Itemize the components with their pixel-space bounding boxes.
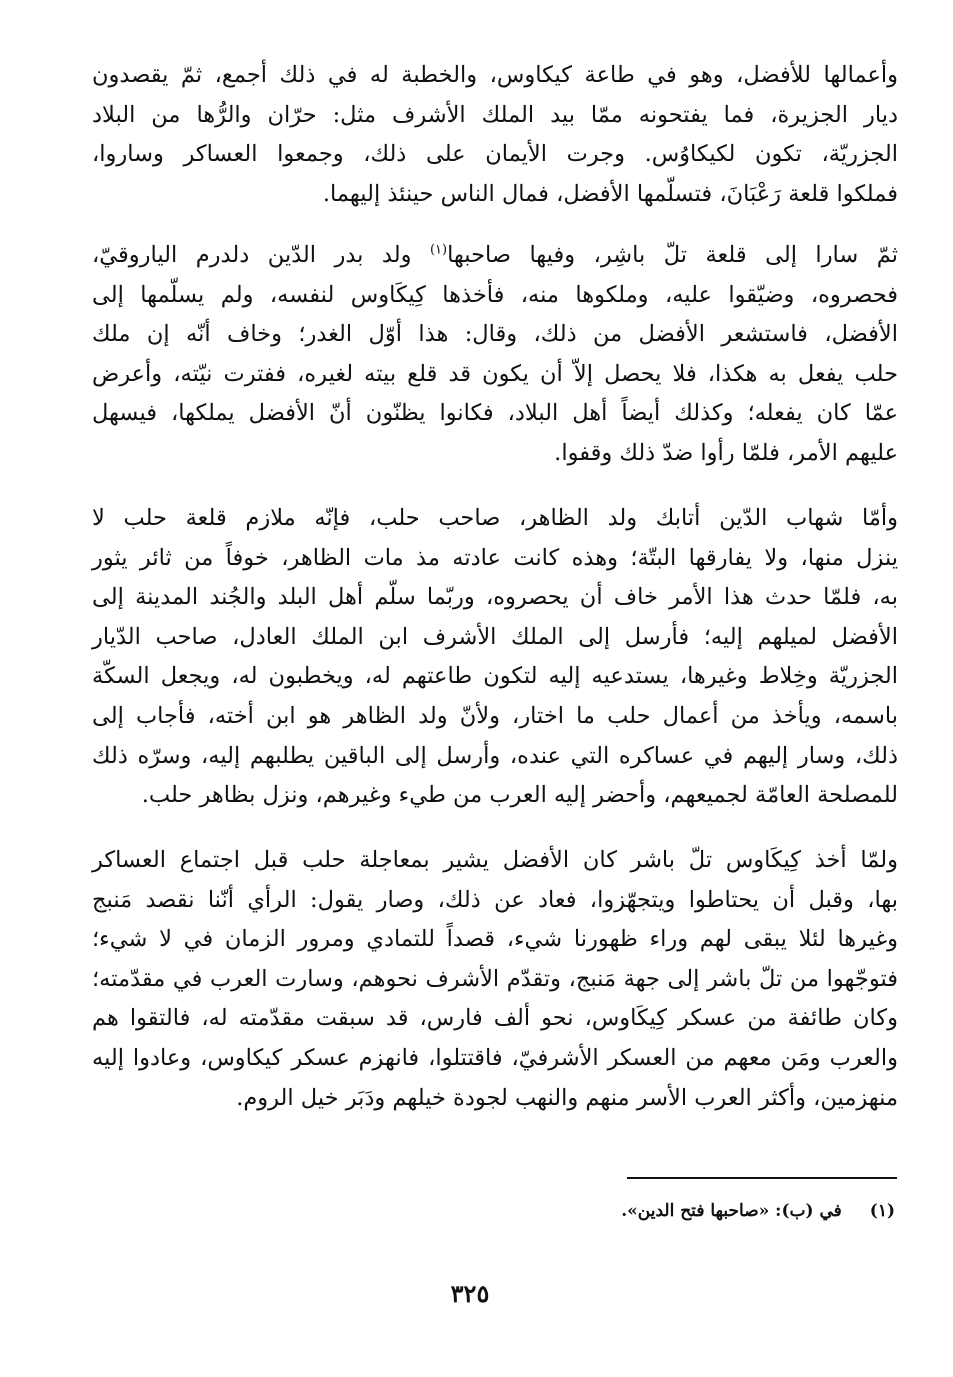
text-line: حلب يفعل به هكذا، فلا يحصل إلاّ أن يكون قد قلع بيته لغيره، ففترت نيّته، وأعرض — [92, 360, 898, 387]
text-line: عمّا كان يفعله؛ وكذلك أيضاً أهل البلاد، فكانوا يظنّون أنّ الأفضل يملكها، فيسهل — [92, 400, 898, 427]
text-line: ديار الجزيرة، فما يفتحونه ممّا بيد الملك الأشرف مثل: حرّان والرُّها من البلاد — [92, 101, 898, 128]
text-line: فتوجّهوا من تلّ باشر إلى جهة مَنبج، وتقدّم الأشرف نحوهم، وسارت العرب في مقدّمته؛ — [92, 965, 898, 992]
text-line: منهزمين، وأكثر العرب الأسر منهم والنهب لجودة خيلهم ودَبَر خيل الروم. — [236, 1084, 898, 1111]
footnote — [480, 1201, 895, 1221]
text-line: وكان طائفة من عسكر كِيكَاوس، نحو ألف فارس، قد سبقت مقدّمته له، فالتقوا هم — [92, 1005, 898, 1032]
text-line: ولمّا أخذ كِيكَاوس تلّ باشر كان الأفضل يشير بمعاجلة حلب قبل اجتماع العساكر — [92, 847, 898, 873]
text-line: باسمه، ويأخذ من أعمال حلب ما اختار، ولأنّ ولد الظاهر هو ابن أخته، فأجاب إلى — [92, 702, 898, 729]
text-line: للمصلحة العامّة لجميعهم، وأحضر إليه العرب من طيء وغيرهم، ونزل بظاهر حلب. — [141, 782, 898, 809]
text-line-start: ثمّ سارا إلى قلعة تلّ باشِر، وفيها صاحبها — [447, 242, 898, 268]
footnote-text: في (ب): «صاحبها فتح الدين». — [621, 1201, 842, 1221]
footnote-ref-marker: (١) — [429, 242, 448, 258]
footnote-separator — [627, 1177, 897, 1179]
paragraph-4 — [92, 841, 898, 1118]
text-line: الأفضل، فاستشعر الأفضل من ذلك، وقال: هذا أوّل الغدر؛ وخاف أنّه إن ملك — [92, 321, 898, 348]
paragraph-1 — [92, 56, 898, 214]
paragraph-3 — [92, 499, 898, 816]
text-line: ينزل منها، ولا يفارقها البتّة؛ وهذه كانت عادته مذ مات الظاهر، خوفاً من ثائر يثور — [92, 544, 898, 571]
footnote-number: (١) — [869, 1201, 895, 1221]
text-line: الجزريّة وخِلاط وغيرها، يستدعيه إليه لتكون طاعتهم له، ويخطبون له، ويجعل السكّة — [92, 663, 898, 690]
text-line: بها، وقبل أن يحتاطوا ويتجهّزوا، فعاد عن ذلك، وصار يقول: الرأي أنّنا نقصد مَنبج — [92, 886, 898, 913]
text-line-rest: ولد بدر الدّين دلدرم الياروقيّ، — [92, 242, 430, 268]
text-line: فملكوا قلعة رَعْبَانَ، فتسلّمها الأفضل، فمال الناس حينئذ إليهما. — [322, 180, 898, 207]
page-number: ٣٢٥ — [450, 1279, 490, 1308]
text-line: وأعمالها للأفضل، وهو في طاعة كيكاوس، والخطبة له في ذلك أجمع، ثمّ يقصدون — [92, 62, 898, 88]
paragraph-2 — [92, 236, 898, 474]
text-line: فحصروه، وضيّقوا عليه، وملكوها منه، فأخذها كِيكَاوس لنفسه، ولم يسلّمها إلى — [92, 281, 898, 308]
text-line — [92, 236, 898, 276]
text-line: وأمّا شهاب الدّين أتابك ولد الظاهر، صاحب حلب، فإنّه ملازم قلعة حلب لا — [92, 505, 898, 531]
text-line: ذلك، وسار إليهم في عساكره التي عنده، وأرسل إلى الباقين يطلبهم إليه، وسرّه ذلك — [92, 742, 898, 769]
text-line: الجزريّة، تكون لكيكاوُس. وجرت الأيمان على ذلك، وجمعوا العساكر وساروا، — [92, 141, 898, 168]
text-line: الأفضل لميلهم إليه؛ فأرسل إلى الملك الأشرف ابن الملك العادل، صاحب الدّيار — [92, 623, 898, 650]
text-line: والعرب ومَن معهم من العسكر الأشرفيّ، فاقتتلوا، فانهزم عسكر كيكاوس، وعادوا إليه — [92, 1044, 898, 1071]
text-line: عليهم الأمر، فلمّا رأوا ضدّ ذلك وقفوا. — [554, 439, 898, 466]
text-line: وغيرها لئلا يبقى لهم وراء ظهورنا شيء، قصداً للتمادي ومرور الزمان في لا شيء؛ — [92, 926, 898, 953]
text-line: به، فلمّا حدث هذا الأمر خاف أن يحصروه، وربّما سلّم أهل البلد والجُند المدينة إلى — [92, 584, 898, 611]
